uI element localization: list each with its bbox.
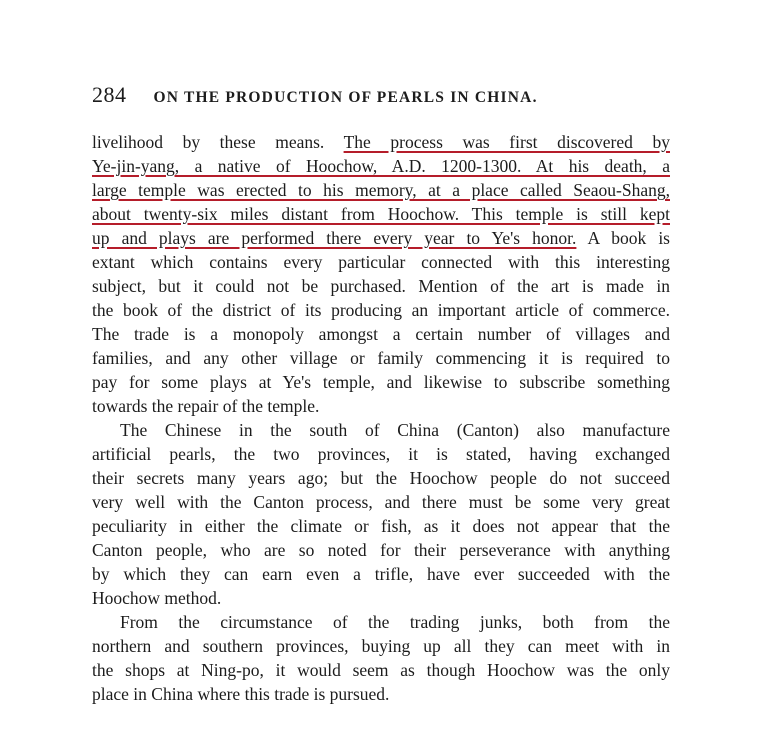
text-line-4 <box>92 202 670 226</box>
text-line-15: their secrets many years ago; but the Hoochow people do not succeed <box>92 468 670 488</box>
text-line-10: families, and any other village or family commencing it is required to <box>92 348 670 368</box>
underlined-text: Ye-jin-yang, a native of Hoochow, A.D. 1200-1300. At his death, a <box>92 156 670 176</box>
text-line-7: subject, but it could not be purchased. Mention of the art is made in <box>92 276 670 296</box>
underlined-text: up and plays are performed there every year to Ye's honor. <box>92 228 577 248</box>
underlined-text: The process was first discovered by <box>343 132 670 152</box>
text-line-3 <box>92 178 670 202</box>
text-line-5 <box>92 226 670 250</box>
running-head <box>92 80 682 110</box>
underlined-text: about twenty-six miles distant from Hoochow. This temple is still kept <box>92 204 670 224</box>
text-line-9: The trade is a monopoly amongst a certain number of villages and <box>92 324 670 344</box>
body-text <box>92 130 670 706</box>
text-line-13: The Chinese in the south of China (Canton) also manufacture <box>120 420 670 440</box>
text-line-20: Hoochow method. <box>92 588 222 608</box>
text-line-6: extant which contains every particular connected with this interesting <box>92 252 670 272</box>
page-number: 284 <box>92 82 127 107</box>
underlined-text: large temple was erected to his memory, at a place called Seaou-Shang, <box>92 180 670 200</box>
text-line-16: very well with the Canton process, and there must be some very great <box>92 492 670 512</box>
text-line-18: Canton people, who are so noted for their perseverance with anything <box>92 540 670 560</box>
text-line-8: the book of the district of its producing an important article of commerce. <box>92 300 670 320</box>
text-line-17: peculiarity in either the climate or fish, as it does not appear that the <box>92 516 670 536</box>
text-line-11: pay for some plays at Ye's temple, and likewise to subscribe something <box>92 372 670 392</box>
text-line-1 <box>92 130 670 154</box>
text-line-5-plain: A book is <box>576 228 670 248</box>
page-title: ON THE PRODUCTION OF PEARLS IN CHINA. <box>153 89 538 106</box>
text-line-23: the shops at Ning-po, it would seem as though Hoochow was the only <box>92 660 670 680</box>
text-line-21: From the circumstance of the trading junks, both from the <box>120 612 670 632</box>
text-line-14: artificial pearls, the two provinces, it is stated, having exchanged <box>92 444 670 464</box>
text-line-1-plain: livelihood by these means. <box>92 132 344 152</box>
text-line-12: towards the repair of the temple. <box>92 396 320 416</box>
text-line-2 <box>92 154 670 178</box>
text-line-22: northern and southern provinces, buying up all they can meet with in <box>92 636 670 656</box>
text-line-19: by which they can earn even a trifle, have ever succeeded with the <box>92 564 670 584</box>
text-line-24: place in China where this trade is pursued. <box>92 684 390 704</box>
